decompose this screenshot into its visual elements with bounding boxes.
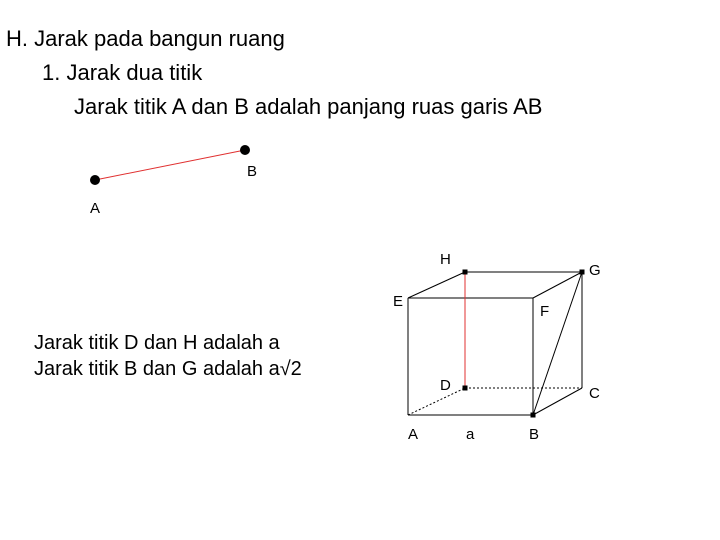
vertex-h-label: H (440, 251, 451, 268)
vertex-a-label: A (408, 426, 419, 443)
vertex-e-label: E (393, 293, 404, 310)
distance-bg-line (533, 272, 582, 415)
vertex-g-label: G (589, 262, 601, 279)
point-a-label: A (90, 200, 101, 217)
statement-dh: Jarak titik D dan H adalah a (34, 332, 280, 354)
edge-length-label: a (466, 426, 475, 443)
vertex-d-label: D (440, 377, 451, 394)
statement-bg: Jarak titik B dan G adalah a√2 (34, 358, 302, 380)
vertex-b-dot (531, 413, 536, 418)
vertex-c-label: C (589, 385, 600, 402)
vertex-f-label: F (540, 303, 550, 320)
subsection-title: 1. Jarak dua titik (42, 60, 203, 85)
cube-edge-ad-hidden (408, 388, 465, 415)
vertex-g-dot (580, 270, 585, 275)
vertex-b-label: B (529, 426, 540, 443)
point-b-label: B (247, 163, 258, 180)
vertex-h-dot (463, 270, 468, 275)
cube-edge-eh (408, 272, 465, 298)
intro-text: Jarak titik A dan B adalah panjang ruas garis AB (74, 94, 543, 119)
vertex-d-dot (463, 386, 468, 391)
section-title: H. Jarak pada bangun ruang (6, 26, 285, 51)
